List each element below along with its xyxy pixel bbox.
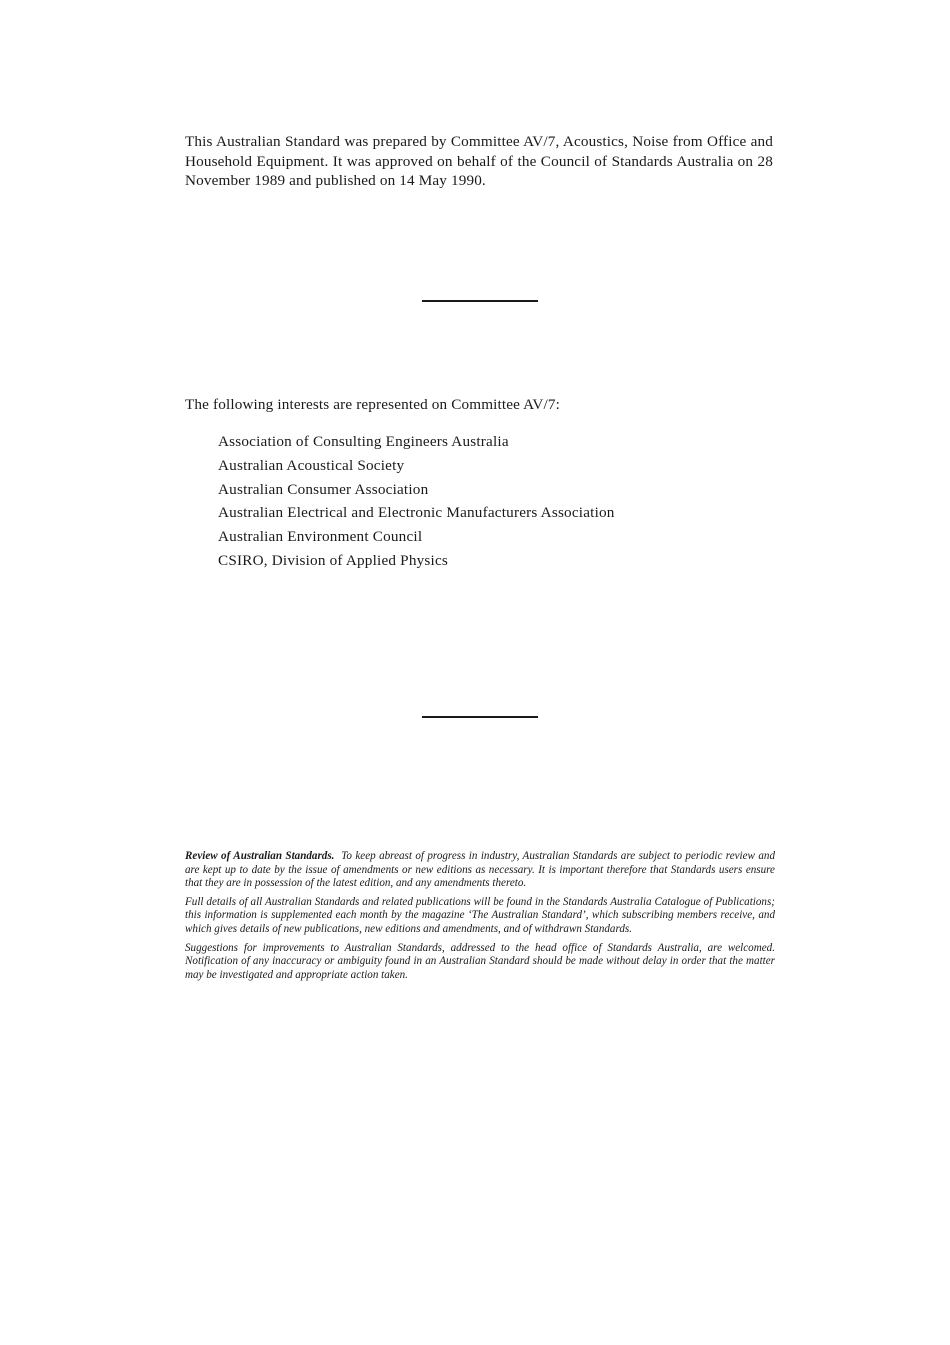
catalogue-paragraph: Full details of all Australian Standards and related publications will be found in the Standards Australia Catalogue of Publications; this information is supplemented each month by the magazine ‘The Australian Standard’, which subscribing members receive, and which gives details of new publications, new editions and amendments, and of withdrawn Standards.: [185, 895, 775, 935]
interest-item: CSIRO, Division of Applied Physics: [218, 551, 448, 569]
section-divider: [422, 716, 538, 718]
interest-item: Australian Consumer Association: [218, 480, 429, 498]
interest-item: Australian Acoustical Society: [218, 456, 405, 474]
suggestions-paragraph: Suggestions for improvements to Australian Standards, addressed to the head office of Standards Australia, are welcomed. Notification of any inaccuracy or ambiguity found in an Australian Standard should be made without delay in order that the matter may be investigated and appropriate action taken.: [185, 941, 775, 981]
interests-list: [218, 430, 615, 573]
section-divider: [422, 300, 538, 302]
interest-item: Australian Electrical and Electronic Manufacturers Association: [218, 504, 615, 522]
interest-item: Association of Consulting Engineers Australia: [218, 433, 509, 450]
interests-heading: The following interests are represented on Committee AV/7:: [185, 396, 560, 413]
preparation-statement: This Australian Standard was prepared by Committee AV/7, Acoustics, Noise from Office and Household Equipment. It was approved on behalf of the Council of Standards Australia on 28 November 1989 and published on 14 May 1990.: [185, 133, 773, 189]
review-lead: Review of Australian Standards.: [185, 850, 335, 862]
interest-item: Australian Environment Council: [218, 528, 423, 546]
review-text: To keep abreast of progress in industry, Australian Standards are subject to periodic review and are kept up to date by the issue of amendments or new editions as necessary. It is important therefore that Standards users ensure that they are in possession of the latest edition, and any amendments thereto.: [185, 850, 776, 890]
review-paragraph: [185, 850, 775, 891]
review-notice: [185, 850, 775, 987]
